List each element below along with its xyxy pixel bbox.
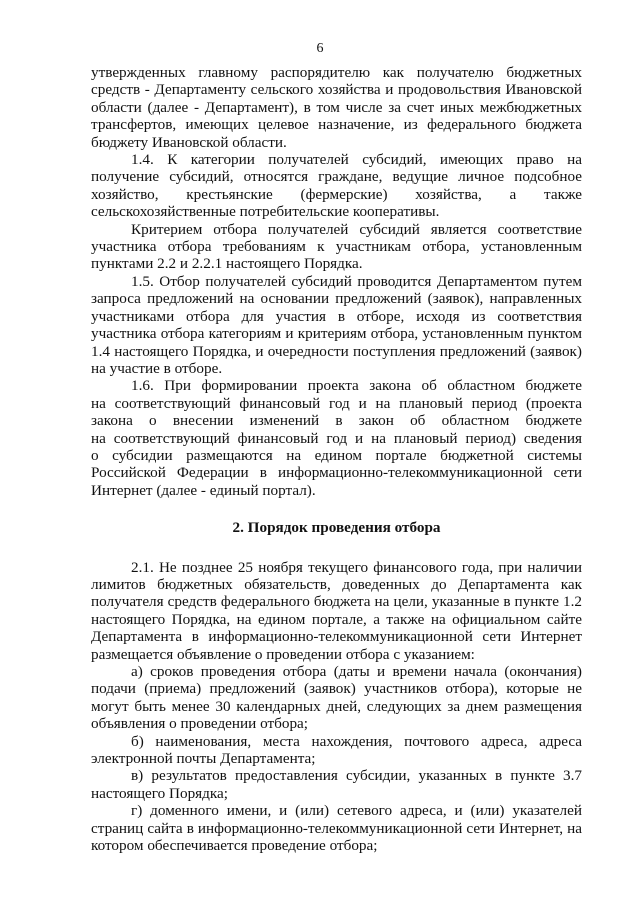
- text-line: 1.4 настоящего Порядка, и очередности поступления предложений (заявок): [91, 342, 582, 360]
- text-line: на участие в отборе.: [91, 359, 223, 377]
- text-line: трансфертов, имеющих целевое назначение, из федерального бюджета: [91, 116, 582, 134]
- text-line: пунктами 2.2 и 2.2.1 настоящего Порядка.: [91, 255, 363, 273]
- paragraph: [91, 64, 582, 151]
- paragraph: [91, 767, 582, 802]
- text-line: 2.1. Не позднее 25 ноября текущего финансового года, при наличии: [131, 558, 582, 576]
- text-line: на соответствующий финансовый год и на плановый период (проекта: [91, 394, 582, 412]
- text-line: участника отбора категориям и критериям отбора, установленным пунктом: [91, 325, 582, 343]
- paragraph: [91, 559, 582, 663]
- text-line: настоящего Порядка, на едином портале, а также на официальном сайте: [91, 610, 582, 628]
- paragraph: [91, 802, 582, 854]
- paragraph: [91, 151, 582, 221]
- text-line: участника отбора требованиям к участникам отбора, установленным: [91, 238, 582, 256]
- text-line: запроса предложений на основании предложений (заявок), направленных: [91, 290, 582, 308]
- text-line: о субсидии размещаются на едином портале бюджетной системы: [91, 446, 582, 464]
- paragraphs-before-heading: [91, 64, 582, 499]
- text-line: участниками отбора для участия в отборе, исходя из соответствия: [91, 307, 582, 325]
- text-line: г) доменного имени, и (или) сетевого адреса, и (или) указателей: [131, 802, 582, 820]
- text-line: получение субсидий, относятся граждане, ведущие личное подсобное: [91, 168, 582, 186]
- document-body: [91, 64, 582, 854]
- text-line: подачи (приема) предложений (заявок) участников отбора), которые не: [91, 680, 582, 698]
- text-line: б) наименования, места нахождения, почтового адреса, адреса: [131, 732, 582, 750]
- paragraph: [91, 221, 582, 273]
- text-line: 1.5. Отбор получателей субсидий проводится Департаментом путем: [131, 272, 582, 290]
- paragraphs-after-heading: [91, 559, 582, 855]
- text-line: Интернет (далее - единый портал).: [91, 481, 316, 499]
- text-line: Российской Федерации в информационно-телекоммуникационной сети: [91, 464, 582, 482]
- text-line: электронной почты Департамента;: [91, 750, 316, 768]
- text-line: хозяйство, крестьянские (фермерские) хозяйства, а также: [91, 185, 582, 203]
- text-line: 1.4. К категории получателей субсидий, имеющих право на: [131, 151, 582, 169]
- text-line: на соответствующий финансовый год и на плановый период) сведения: [91, 429, 582, 447]
- text-line: котором обеспечивается проведение отбора;: [91, 837, 378, 855]
- page-number: 6: [316, 41, 324, 56]
- text-line: закона о внесении изменений в закон об областном бюджете: [91, 412, 582, 430]
- text-line: утвержденных главному распорядителю как получателю бюджетных: [91, 64, 582, 81]
- paragraph: [91, 273, 582, 377]
- text-line: Критерием отбора получателей субсидий является соответствие: [131, 220, 582, 238]
- text-line: настоящего Порядка;: [91, 784, 228, 802]
- text-line: средств - Департаменту сельского хозяйства и продовольствия Ивановской: [91, 81, 582, 99]
- text-line: бюджету Ивановской области.: [91, 133, 287, 151]
- text-line: а) сроков проведения отбора (даты и времени начала (окончания): [131, 663, 582, 680]
- text-line: объявления о проведении отбора;: [91, 715, 308, 733]
- text-line: 1.6. При формировании проекта закона об областном бюджете: [131, 377, 582, 395]
- text-line: в) результатов предоставления субсидии, указанных в пункте 3.7: [131, 767, 582, 785]
- text-line: области (далее - Департамент), в том числе за счет иных межбюджетных: [91, 98, 582, 116]
- paragraph: [91, 663, 582, 733]
- paragraph: [91, 733, 582, 768]
- text-line: лимитов бюджетных обязательств, доведенных до Департамента как: [91, 575, 582, 593]
- text-line: страниц сайта в информационно-телекоммуникационной сети Интернет, на: [91, 819, 582, 837]
- text-line: размещается объявление о проведении отбора с указанием:: [91, 645, 475, 663]
- text-line: получателя средств федерального бюджета на цели, указанные в пункте 1.2: [91, 593, 582, 611]
- text-line: Департамента в информационно-телекоммуникационной сети Интернет: [91, 628, 582, 646]
- section-heading: 2. Порядок проведения отбора: [232, 519, 441, 537]
- paragraph: [91, 377, 582, 499]
- text-line: сельскохозяйственные потребительские кооперативы.: [91, 203, 440, 221]
- text-line: могут быть менее 30 календарных дней, следующих за днем размещения: [91, 697, 582, 715]
